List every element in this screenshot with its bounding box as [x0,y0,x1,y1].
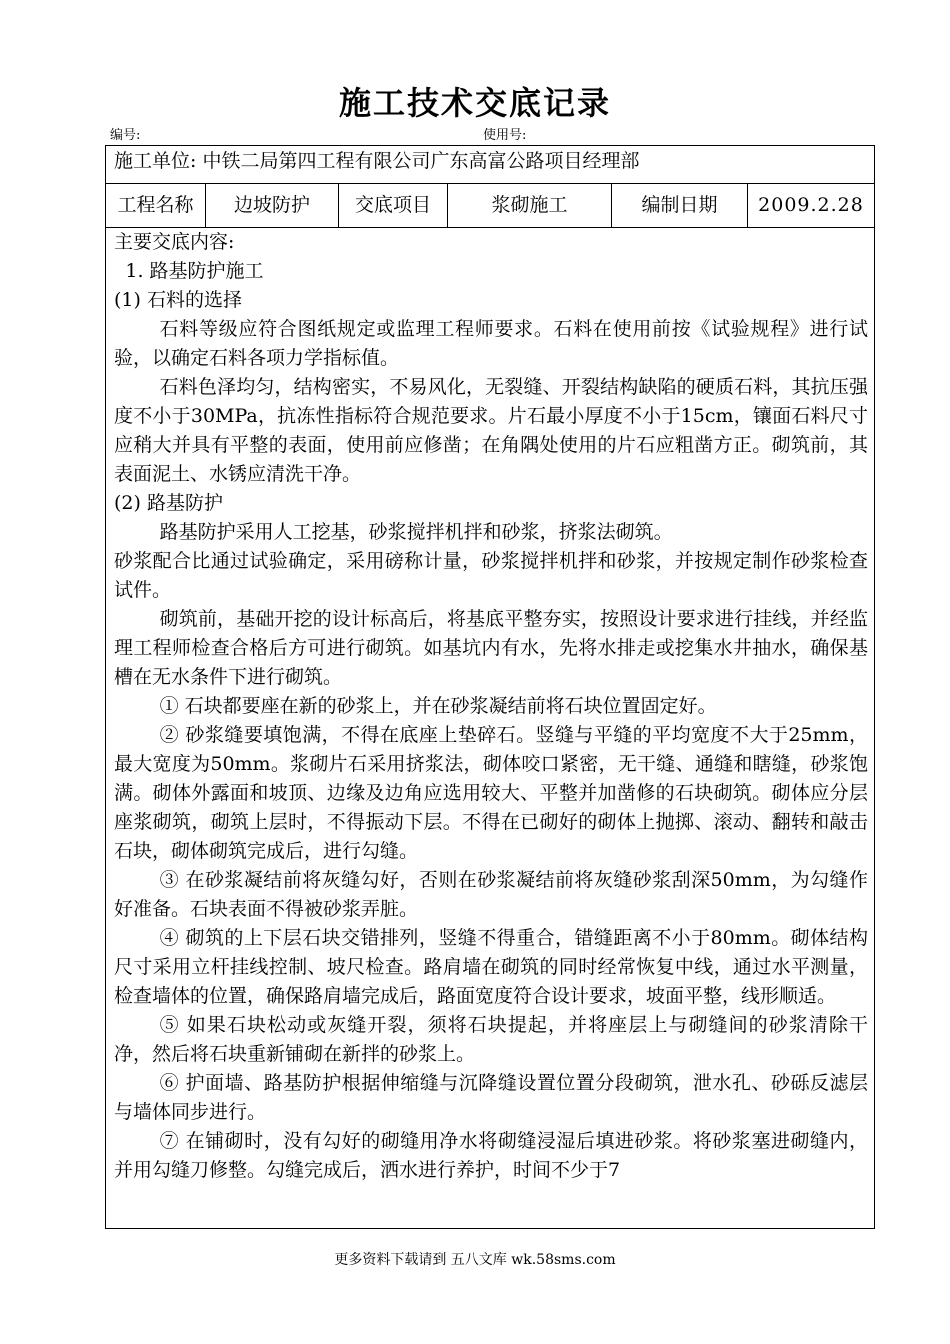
paragraph: 路基防护采用人工挖基，砂浆搅拌机拌和砂浆，挤浆法砌筑。 [159,521,673,543]
project-name-label: 工程名称 [117,194,194,216]
disclosure-content [106,228,874,1185]
project-name-value: 边坡防护 [205,184,338,227]
list-item: ① 石块都要座在新的砂浆上，并在砂浆凝结前将石块位置固定好。 [159,695,717,717]
subsection-heading: (1) 石料的选择 [114,289,242,311]
paragraph: 石料色泽均匀，结构密实，不易风化，无裂缝、开裂结构缺陷的硬质石料，其抗压强度不小于30MPa，抗冻性指标符合规范要求。片石最小厚度不小于15cm，镶面石料尺寸应稍大并具有平整的表面，使用前应修凿；在角隅处使用的片石应粗凿方正。砌筑前，其表面泥土、水锈应清洗干净。 [114,376,868,485]
disclosure-item-label: 交底项目 [338,184,447,227]
record-table [105,145,875,1229]
construction-unit-row: 施工单位: 中铁二局第四工程有限公司广东高富公路项目经理部 [106,146,874,184]
list-item: ② 砂浆缝要填饱满，不得在底座上垫碎石。竖缝与平缝的平均宽度不大于25mm，最大宽度为50mm。浆砌片石采用挤浆法，砌体咬口紧密，无干缝、通缝和瞎缝，砂浆饱满。砌体外露面和坡顶、边缘及边角应选用较大、平整并加凿修的石块砌筑。砌体应分层座浆砌筑，砌筑上层时，不得振动下层。不得在已砌好的砌体上抛掷、滚动、翻转和敲击石块，砌体砌筑完成后，进行勾缝。 [114,724,868,862]
list-item: ④ 砌筑的上下层石块交错排列，竖缝不得重合，错缝距离不小于80mm。砌体结构尺寸采用立杆挂线控制、坡尺检查。路肩墙在砌筑的同时经常恢复中线，通过水平测量，检查墙体的位置，确保路肩墙完成后，路面宽度符合设计要求，坡面平整，线形顺适。 [114,927,868,1007]
paragraph: 砂浆配合比通过试验确定，采用磅称计量，砂浆搅拌机拌和砂浆，并按规定制作砂浆检查试件。 [114,550,868,601]
project-info-row [106,184,874,228]
list-item: ⑥ 护面墙、路基防护根据伸缩缝与沉降缝设置位置分段砌筑，泄水孔、砂砾反滤层与墙体同步进行。 [114,1072,868,1123]
list-item: ③ 在砂浆凝结前将灰缝勾好，否则在砂浆凝结前将灰缝砂浆刮深50mm，为勾缝作好准备。石块表面不得被砂浆弄脏。 [114,869,868,920]
usage-number-label: 使用号: [483,128,527,143]
document-title: 施工技术交底记录 [338,84,611,122]
serial-number-label: 编号: [110,128,141,143]
paragraph: 石料等级应符合图纸规定或监理工程师要求。石料在使用前按《试验规程》进行试验，以确定石料各项力学指标值。 [114,318,868,369]
list-item: ⑤ 如果石块松动或灰缝开裂，须将石块提起，并将座层上与砌缝间的砂浆清除干净，然后将石块重新铺砌在新拌的砂浆上。 [114,1014,868,1065]
subsection-heading: (2) 路基防护 [114,492,223,514]
compile-date-label: 编制日期 [611,184,747,227]
section-heading: 1. 路基防护施工 [125,260,264,282]
paragraph: 砌筑前，基础开挖的设计标高后，将基底平整夯实，按照设计要求进行挂线，并经监理工程师检查合格后方可进行砌筑。如基坑内有水，先将水排走或挖集水井抽水，确保基槽在无水条件下进行砌筑。 [114,608,868,688]
disclosure-item-value: 浆砌施工 [447,184,611,227]
compile-date-value: 2009.2.28 [747,184,874,227]
content-heading: 主要交底内容: [114,231,235,253]
list-item: ⑦ 在铺砌时，没有勾好的砌缝用净水将砌缝浸湿后填进砂浆。将砂浆塞进砌缝内，并用勾缝刀修整。勾缝完成后，洒水进行养护，时间不少于7 [114,1130,868,1181]
download-footer: 更多资料下载请到 五八文库 wk.58sms.com [334,1252,616,1268]
